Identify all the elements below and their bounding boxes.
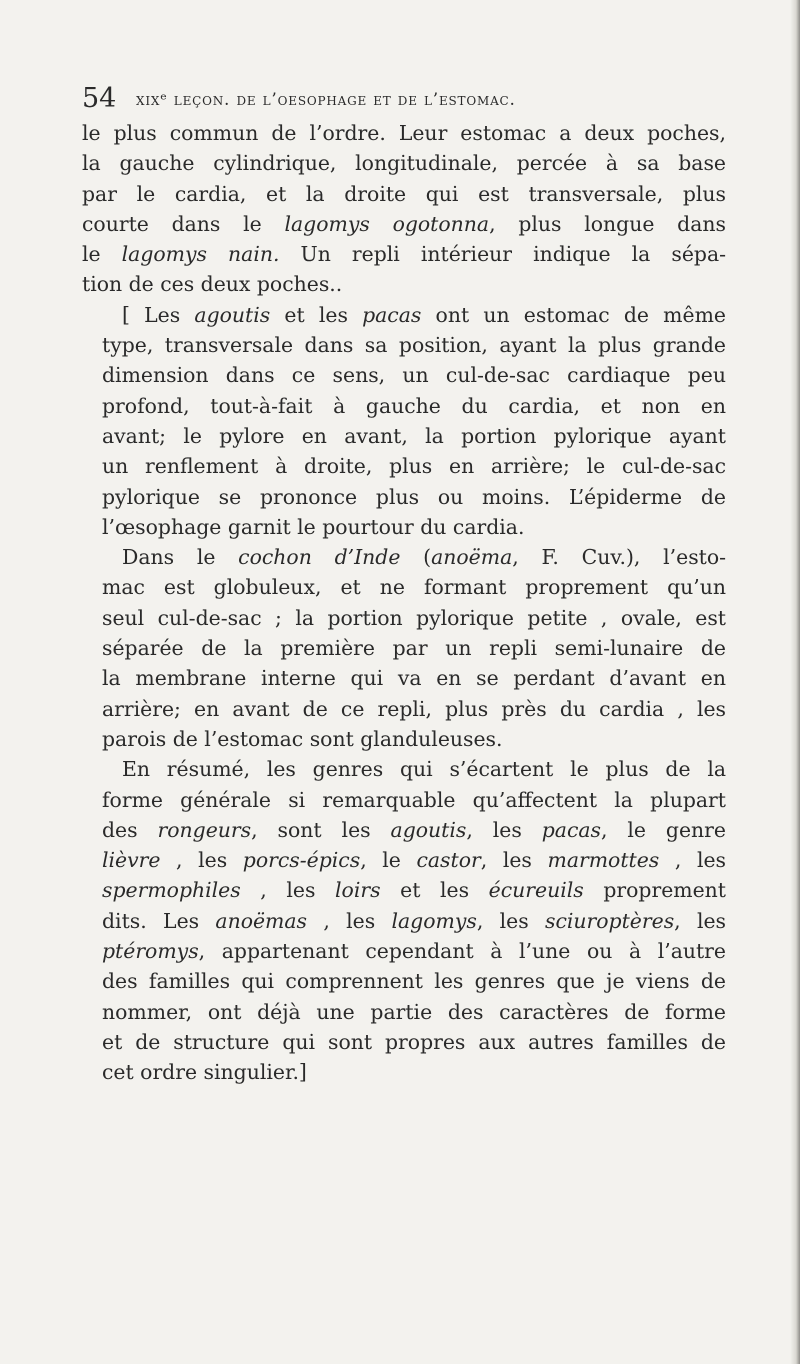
text-line: [82, 1027, 726, 1057]
text-run: (: [400, 545, 432, 570]
text-run: séparée de la première par un repli semi-lunaire de: [102, 636, 726, 661]
italic-term: lagomys ogotonna: [284, 211, 490, 236]
text-line: [82, 239, 726, 269]
text-run: parois de l’estomac sont glanduleuses.: [102, 726, 503, 751]
italic-term: agoutis: [194, 302, 271, 327]
text-run: nommer, ont déjà une partie des caractères de forme: [102, 999, 726, 1024]
text-line: [82, 845, 726, 875]
text-run: seul cul-de-sac ; la portion pylorique petite , ovale, est: [102, 605, 726, 630]
page-number: 54: [82, 83, 117, 114]
text-run: mac est globuleux, et ne formant proprement qu’un: [102, 575, 726, 600]
text-run: par le cardia, et la droite qui est transversale, plus: [82, 181, 726, 206]
text-line: [82, 906, 726, 936]
text-line: [82, 542, 726, 572]
text-run: , les: [476, 908, 545, 933]
italic-term: rongeurs: [157, 817, 252, 842]
text-line: [82, 875, 726, 905]
text-run: profond, tout-à-fait à gauche du cardia, et non en: [102, 393, 726, 418]
text-run: , le: [360, 848, 417, 873]
text-run: type, transversale dans sa position, ayant la plus grande: [102, 333, 726, 358]
text-line: [82, 360, 726, 390]
text-line: [82, 421, 726, 451]
paragraph: [82, 754, 726, 1087]
text-run: cet ordre singulier.]: [102, 1060, 307, 1085]
text-run: le plus commun de l’ordre. Leur estomac a deux poches,: [82, 121, 726, 145]
italic-term: spermophiles: [102, 878, 241, 903]
italic-term: porcs-épics: [242, 848, 361, 873]
italic-term: anoëma: [431, 545, 513, 570]
italic-term: lièvre: [102, 848, 161, 873]
text-run: , appartenant cependant à l’une ou à l’autre: [198, 939, 726, 964]
paragraph: [82, 542, 726, 754]
text-run: , les: [307, 908, 392, 933]
text-run: des: [102, 817, 158, 842]
text-run: forme générale si remarquable qu’affectent la plupart: [102, 787, 726, 812]
text-run: [ Les: [122, 302, 195, 327]
italic-term: cochon d’Inde: [238, 545, 401, 570]
text-run: avant; le pylore en avant, la portion pylorique ayant: [102, 423, 726, 448]
text-line: [82, 482, 726, 512]
text-run: l’œsophage garnit le pourtour du cardia.: [102, 514, 525, 539]
text-run: Dans le: [122, 545, 239, 570]
text-run: le: [82, 242, 122, 267]
text-line: [82, 512, 726, 542]
text-line: [82, 572, 726, 602]
text-run: et les: [270, 302, 363, 327]
text-line: [82, 936, 726, 966]
italic-term: anoëmas: [215, 908, 308, 933]
text-run: ont un estomac de même: [421, 302, 726, 327]
text-run: , les: [160, 848, 243, 873]
italic-term: ptéromys: [102, 939, 199, 964]
italic-term: pacas: [362, 302, 422, 327]
text-line: [82, 179, 726, 209]
text-line: [82, 785, 726, 815]
text-run: tion de ces deux poches..: [82, 272, 343, 297]
text-run: un renflement à droite, plus en arrière; le cul-de-sac: [102, 454, 726, 479]
text-run: Un repli intérieur indique la sépa-: [279, 242, 726, 267]
italic-term: écureuils: [488, 878, 584, 903]
text-run: la membrane interne qui va en se perdant d’avant en: [102, 666, 726, 691]
text-run: , les: [240, 878, 336, 903]
text-line: [82, 300, 726, 330]
italic-term: sciuroptères: [545, 908, 675, 933]
italic-term: lagomys: [391, 908, 477, 933]
text-line: [82, 603, 726, 633]
paragraph: [82, 118, 726, 300]
text-line: [82, 966, 726, 996]
text-run: , les: [480, 848, 548, 873]
text-run: dits. Les: [102, 908, 216, 933]
italic-term: pacas: [541, 817, 601, 842]
italic-term: loirs: [335, 878, 381, 903]
text-run: arrière; en avant de ce repli, plus près du cardia , les: [102, 696, 726, 721]
text-run: En résumé, les genres qui s’écartent le plus de la: [122, 757, 726, 782]
text-run: , plus longue dans: [489, 211, 726, 236]
text-run: , sont les: [251, 817, 391, 842]
text-run: la gauche cylindrique, longitudinale, percée à sa base: [82, 151, 726, 176]
paragraph: [82, 300, 726, 542]
text-run: , les: [674, 908, 727, 933]
text-line: [82, 269, 726, 299]
text-run: , le genre: [601, 817, 726, 842]
text-line: [82, 451, 726, 481]
text-run: proprement: [583, 878, 726, 903]
text-run: courte dans le: [82, 211, 285, 236]
text-run: , les: [466, 817, 542, 842]
text-line: [82, 391, 726, 421]
text-run: dimension dans ce sens, un cul-de-sac cardiaque peu: [102, 363, 726, 388]
text-line: [82, 724, 726, 754]
text-run: et de structure qui sont propres aux autres familles de: [102, 1029, 726, 1054]
text-run: et les: [380, 878, 489, 903]
text-line: [82, 330, 726, 360]
text-line: [82, 1057, 726, 1087]
text-line: [82, 118, 726, 148]
body-text: [82, 118, 726, 1088]
text-line: [82, 148, 726, 178]
text-run: , les: [659, 848, 727, 873]
text-line: [82, 633, 726, 663]
italic-term: agoutis: [390, 817, 467, 842]
page-header: [82, 82, 722, 116]
text-line: [82, 754, 726, 784]
text-run: pylorique se prononce plus ou moins. L’épiderme de: [102, 484, 726, 509]
page-edge-shadow: [790, 0, 800, 1364]
text-line: [82, 997, 726, 1027]
text-line: [82, 663, 726, 693]
text-line: [82, 209, 726, 239]
text-line: [82, 694, 726, 724]
text-line: [82, 815, 726, 845]
italic-term: marmottes: [547, 848, 660, 873]
italic-term: lagomys nain.: [121, 242, 280, 267]
text-run: des familles qui comprennent les genres que je viens de: [102, 969, 726, 994]
text-run: , F. Cuv.), l’esto-: [512, 545, 727, 570]
italic-term: castor: [416, 848, 481, 873]
running-title: xixᵉ leçon. de l’oesophage et de l’estomac.: [136, 90, 516, 110]
